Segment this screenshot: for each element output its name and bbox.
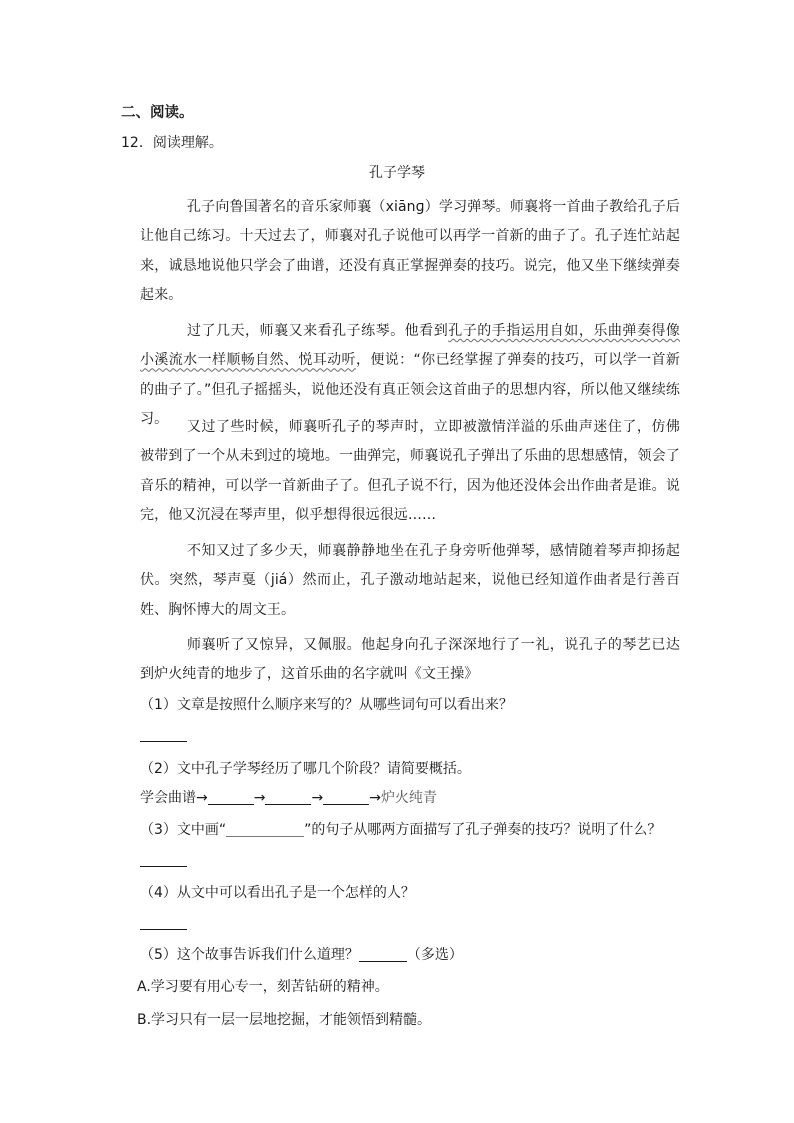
wavy-underlined-sentence: 孔子的手指运用自如，乐曲弹奏得像小溪流水一样顺畅自然、悦耳动听 (140, 323, 680, 369)
paragraph-2-lead: 过了几天，师襄又来看孔子练琴。他看到 (187, 323, 449, 339)
passage-paragraph-3: 又过了些时候，师襄听孔子的琴声时，立即被激情洋溢的乐曲声迷住了，仿佛被带到了一个从未到过的境地。一曲弹完，师襄说孔子弹出了乐曲的思想感情，领会了音乐的精神，可以学一首新曲子了。但孔子说不行，因为他还没体会出作曲者是谁。说完，他又沉浸在琴声里，似乎想得很远很远…… (140, 419, 680, 524)
answer-blank-5[interactable] (359, 947, 407, 962)
stage-blank-1[interactable] (208, 790, 254, 805)
passage-title: 孔子学琴 (369, 165, 425, 181)
answer-line-3[interactable] (140, 866, 187, 867)
stage-sequence (140, 788, 437, 808)
question-3-rest: ”的句子从哪两方面描写了孔子弹奏的技巧？说明了什么？ (304, 822, 662, 838)
stage-end: 炉火纯青 (380, 790, 437, 806)
section-title: 二、阅读。 (121, 105, 194, 121)
passage-paragraph-4: 不知又过了多少天，师襄静静地坐在孔子身旁听他弹琴，感情随着琴声抑扬起伏。突然，琴声戛（jiá）然而止，孔子激动地站起来，说他已经知道作曲者是行善百姓、胸怀博大的周文王。 (140, 543, 680, 618)
stage-blank-3[interactable] (323, 790, 369, 805)
question-5 (140, 945, 463, 965)
question-number: 12．阅读理解。 (121, 135, 223, 151)
question-5-rest: （多选） (406, 947, 463, 963)
arrow-icon: → (369, 790, 381, 806)
question-4: （4）从文中可以看出孔子是一个怎样的人？ (140, 885, 415, 901)
question-3 (140, 820, 661, 840)
question-2: （2）文中孔子学琴经历了哪几个阶段？请简要概括。 (140, 761, 471, 777)
underline-sample (226, 822, 304, 837)
stage-start: 学会曲谱 (140, 790, 196, 806)
question-3-lead: （3）文中画“ (140, 822, 227, 838)
question-1: （1）文章是按照什么顺序来写的？从哪些词句可以看出来？ (140, 697, 513, 713)
passage-paragraph-1: 孔子向鲁国著名的音乐家师襄（xiānɡ）学习弹琴。师襄将一首曲子教给孔子后让他自己练习。十天过去了，师襄对孔子说他可以再学一首新的曲子了。孔子连忙站起来，诚恳地说他只学会了曲谱，还没有真正掌握弹奏的技巧。说完，他又坐下继续弹奏起来。 (140, 199, 680, 304)
option-a[interactable]: A.学习要有用心专一，刻苦钻研的精神。 (137, 979, 389, 995)
passage-paragraph-5: 师襄听了又惊异，又佩服。他起身向孔子深深地行了一礼，说孔子的琴艺已达到炉火纯青的地步了，这首乐曲的名字就叫《文王操》 (140, 637, 680, 683)
arrow-icon: → (311, 790, 324, 806)
arrow-icon: → (253, 790, 266, 806)
arrow-icon: → (196, 790, 208, 806)
paragraph-2-rest: ，便说：“你已经掌握了弹奏的技巧，可以学一首新的曲子了。”但孔子摇摇头，说他还没有真正领会这首曲子的思想内容，所以他又继续练习。 (140, 352, 680, 428)
stage-blank-2[interactable] (265, 790, 311, 805)
question-5-lead: （5）这个故事告诉我们什么道理？ (140, 947, 359, 963)
answer-line-1[interactable] (140, 741, 187, 742)
answer-line-4[interactable] (140, 929, 187, 930)
option-b[interactable]: B.学习只有一层一层地挖掘，才能领悟到精髓。 (137, 1012, 432, 1028)
